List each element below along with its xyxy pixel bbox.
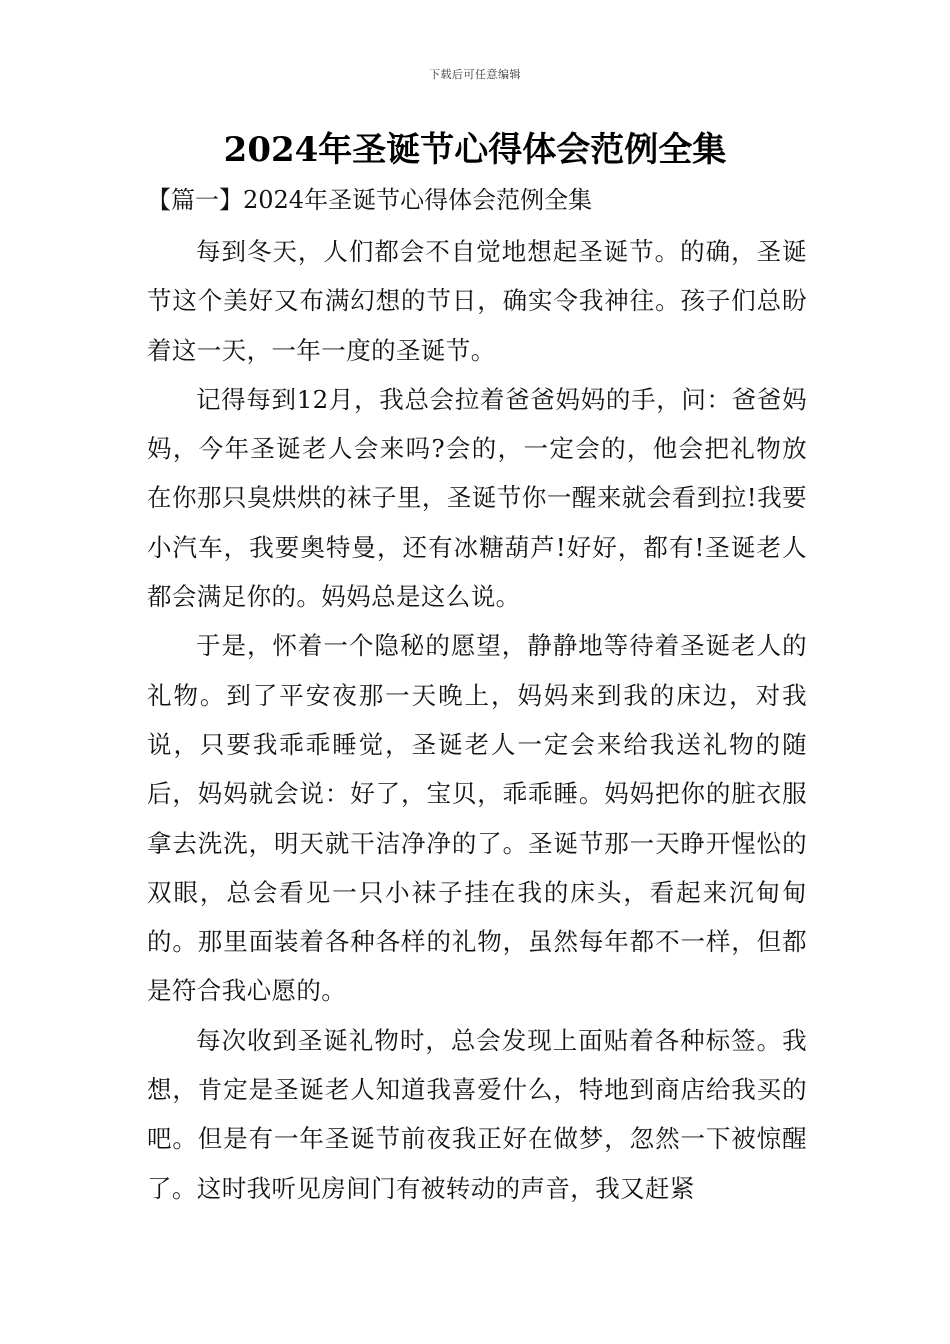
document-title: 2024年圣诞节心得体会范例全集	[223, 130, 727, 170]
paragraph: 记得每到12月，我总会拉着爸爸妈妈的手，问：爸爸妈妈，今年圣诞老人会来吗?会的，一定会的，他会把礼物放在你那只臭烘烘的袜子里，圣诞节你一醒来就会看到拉!我要小汽车，我要奥特曼，还有冰糖葫芦!好好，都有!圣诞老人都会满足你的。妈妈总是这么说。	[147, 384, 807, 612]
paragraph: 于是，怀着一个隐秘的愿望，静静地等待着圣诞老人的礼物。到了平安夜那一天晚上，妈妈来到我的床边，对我说，只要我乖乖睡觉，圣诞老人一定会来给我送礼物的随后，妈妈就会说：好了，宝贝，乖乖睡。妈妈把你的脏衣服拿去洗洗，明天就干洁净净的了。圣诞节那一天睁开惺忪的双眼，总会看见一只小袜子挂在我的床头，看起来沉甸甸的。那里面装着各种各样的礼物，虽然每年都不一样，但都是符合我心愿的。	[147, 631, 807, 1006]
paragraph: 每到冬天，人们都会不自觉地想起圣诞节。的确，圣诞节这个美好又布满幻想的节日，确实令我神往。孩子们总盼着这一天，一年一度的圣诞节。	[147, 237, 807, 365]
section-subtitle: 【篇一】2024年圣诞节心得体会范例全集	[147, 186, 593, 214]
header-note: 下载后可任意编辑	[429, 68, 521, 81]
paragraph: 每次收到圣诞礼物时，总会发现上面贴着各种标签。我想，肯定是圣诞老人知道我喜爱什么，特地到商店给我买的吧。但是有一年圣诞节前夜我正好在做梦，忽然一下被惊醒了。这时我听见房间门有被转动的声音，我又赶紧	[147, 1025, 807, 1203]
document-body	[147, 227, 807, 1213]
